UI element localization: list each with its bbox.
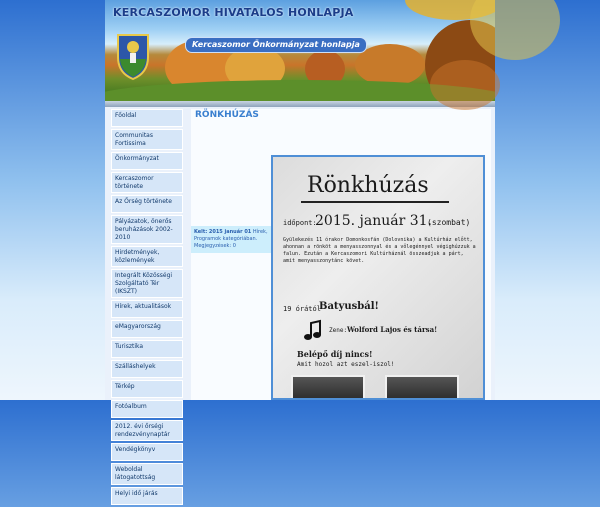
poster-bring: Amit hozol azt eszel-iszol! [297,361,395,368]
post-meta [191,226,275,253]
post-meta-label: Kelt: [194,229,208,235]
music-note-icon [303,319,321,341]
post-date: 2015 január 01 [208,229,252,235]
sidebar-item-hirek[interactable]: Hírek, aktualitások [111,300,183,318]
poster-weekday: (szombat) [427,218,471,227]
sidebar-item-fooldal[interactable]: Főoldal [111,109,183,127]
poster-photo [385,375,459,400]
sidebar-nav [111,109,183,507]
main-post [191,109,491,400]
sidebar-item-latogatottsag[interactable]: Weboldal látogatottság [111,463,183,484]
sidebar-item-kercaszomor-tortenete[interactable]: Kercaszomor története [111,172,183,193]
sidebar-item-szallashelyek[interactable]: Szálláshelyek [111,360,183,378]
site-subtitle: Kercaszomor Önkormányzat honlapja [185,37,367,53]
poster-music: Wolford Lajos és társa! [347,325,438,334]
sidebar-item-turisztika[interactable]: Turisztika [111,340,183,358]
poster-date-label: időpont: [283,219,317,227]
sidebar-item-orseg-tortenete[interactable]: Az Őrség története [111,195,183,213]
sidebar-item-terkep[interactable]: Térkép [111,380,183,398]
sidebar-item-hirdetmenyek[interactable]: Hirdetmények, közlemények [111,246,183,267]
poster-fee: Belépő díj nincs! [297,349,373,359]
post-comments-link[interactable]: Megjegyzések: 0 [194,243,236,249]
sidebar-item-palyazatok[interactable]: Pályázatok, önerős beruházások 2002-2010 [111,215,183,244]
sidebar-item-idojaras[interactable]: Helyi idő járás [111,487,183,505]
content-area [105,107,495,497]
sidebar-item-fotoalbum[interactable]: Fotóalbum [111,400,183,418]
post-category-suffix: kategóriában. [222,236,258,242]
poster-batyus-time: 19 órától [283,305,321,313]
poster-underline [301,201,449,203]
sidebar-item-ikszt[interactable]: Integrált Közösségi Szolgáltató Tér (IKSZT) [111,269,183,298]
poster-title: Rönkhúzás [307,173,429,198]
sidebar-item-emagyarorszag[interactable]: eMagyarország [111,320,183,338]
poster-batyus: Batyusbál! [319,301,379,312]
event-poster [271,155,485,400]
poster-music-label: Zene: [329,327,348,334]
sidebar-item-vendegkonyv[interactable]: Vendégkönyv [111,443,183,461]
poster-date: 2015. január 31. [315,213,433,229]
poster-photo [291,375,365,400]
post-category-link[interactable]: Hírek, Programok [194,229,268,242]
site-title: KERCASZOMOR HIVATALOS HONLAPJA [113,6,354,19]
coat-of-arms-icon [114,31,152,81]
sidebar-item-rendezvenynaptar[interactable]: 2012. évi őrségi rendezvénynaptár [111,420,183,441]
poster-body: Gyülekezés 11 órakor Domonkosfán (Dolovnika) a Kultúrház előtt, ahonnan a rönköt a menyasszonnyal és a vőlegénnyel végighúzzuk a falun. Ezután a Kercaszomori Kultúrháznál összeadjuk a párt, amit menyasszonytánc követ. [283,237,476,264]
post-title[interactable]: RÖNKHÚZÁS [195,110,259,120]
sidebar-item-onkormanyzat[interactable]: Önkormányzat [111,152,183,170]
sidebar-item-communitas-fortissima[interactable]: Communitas Fortissima [111,129,183,150]
page-container [105,0,495,497]
autumn-leaves-decoration [430,60,500,110]
